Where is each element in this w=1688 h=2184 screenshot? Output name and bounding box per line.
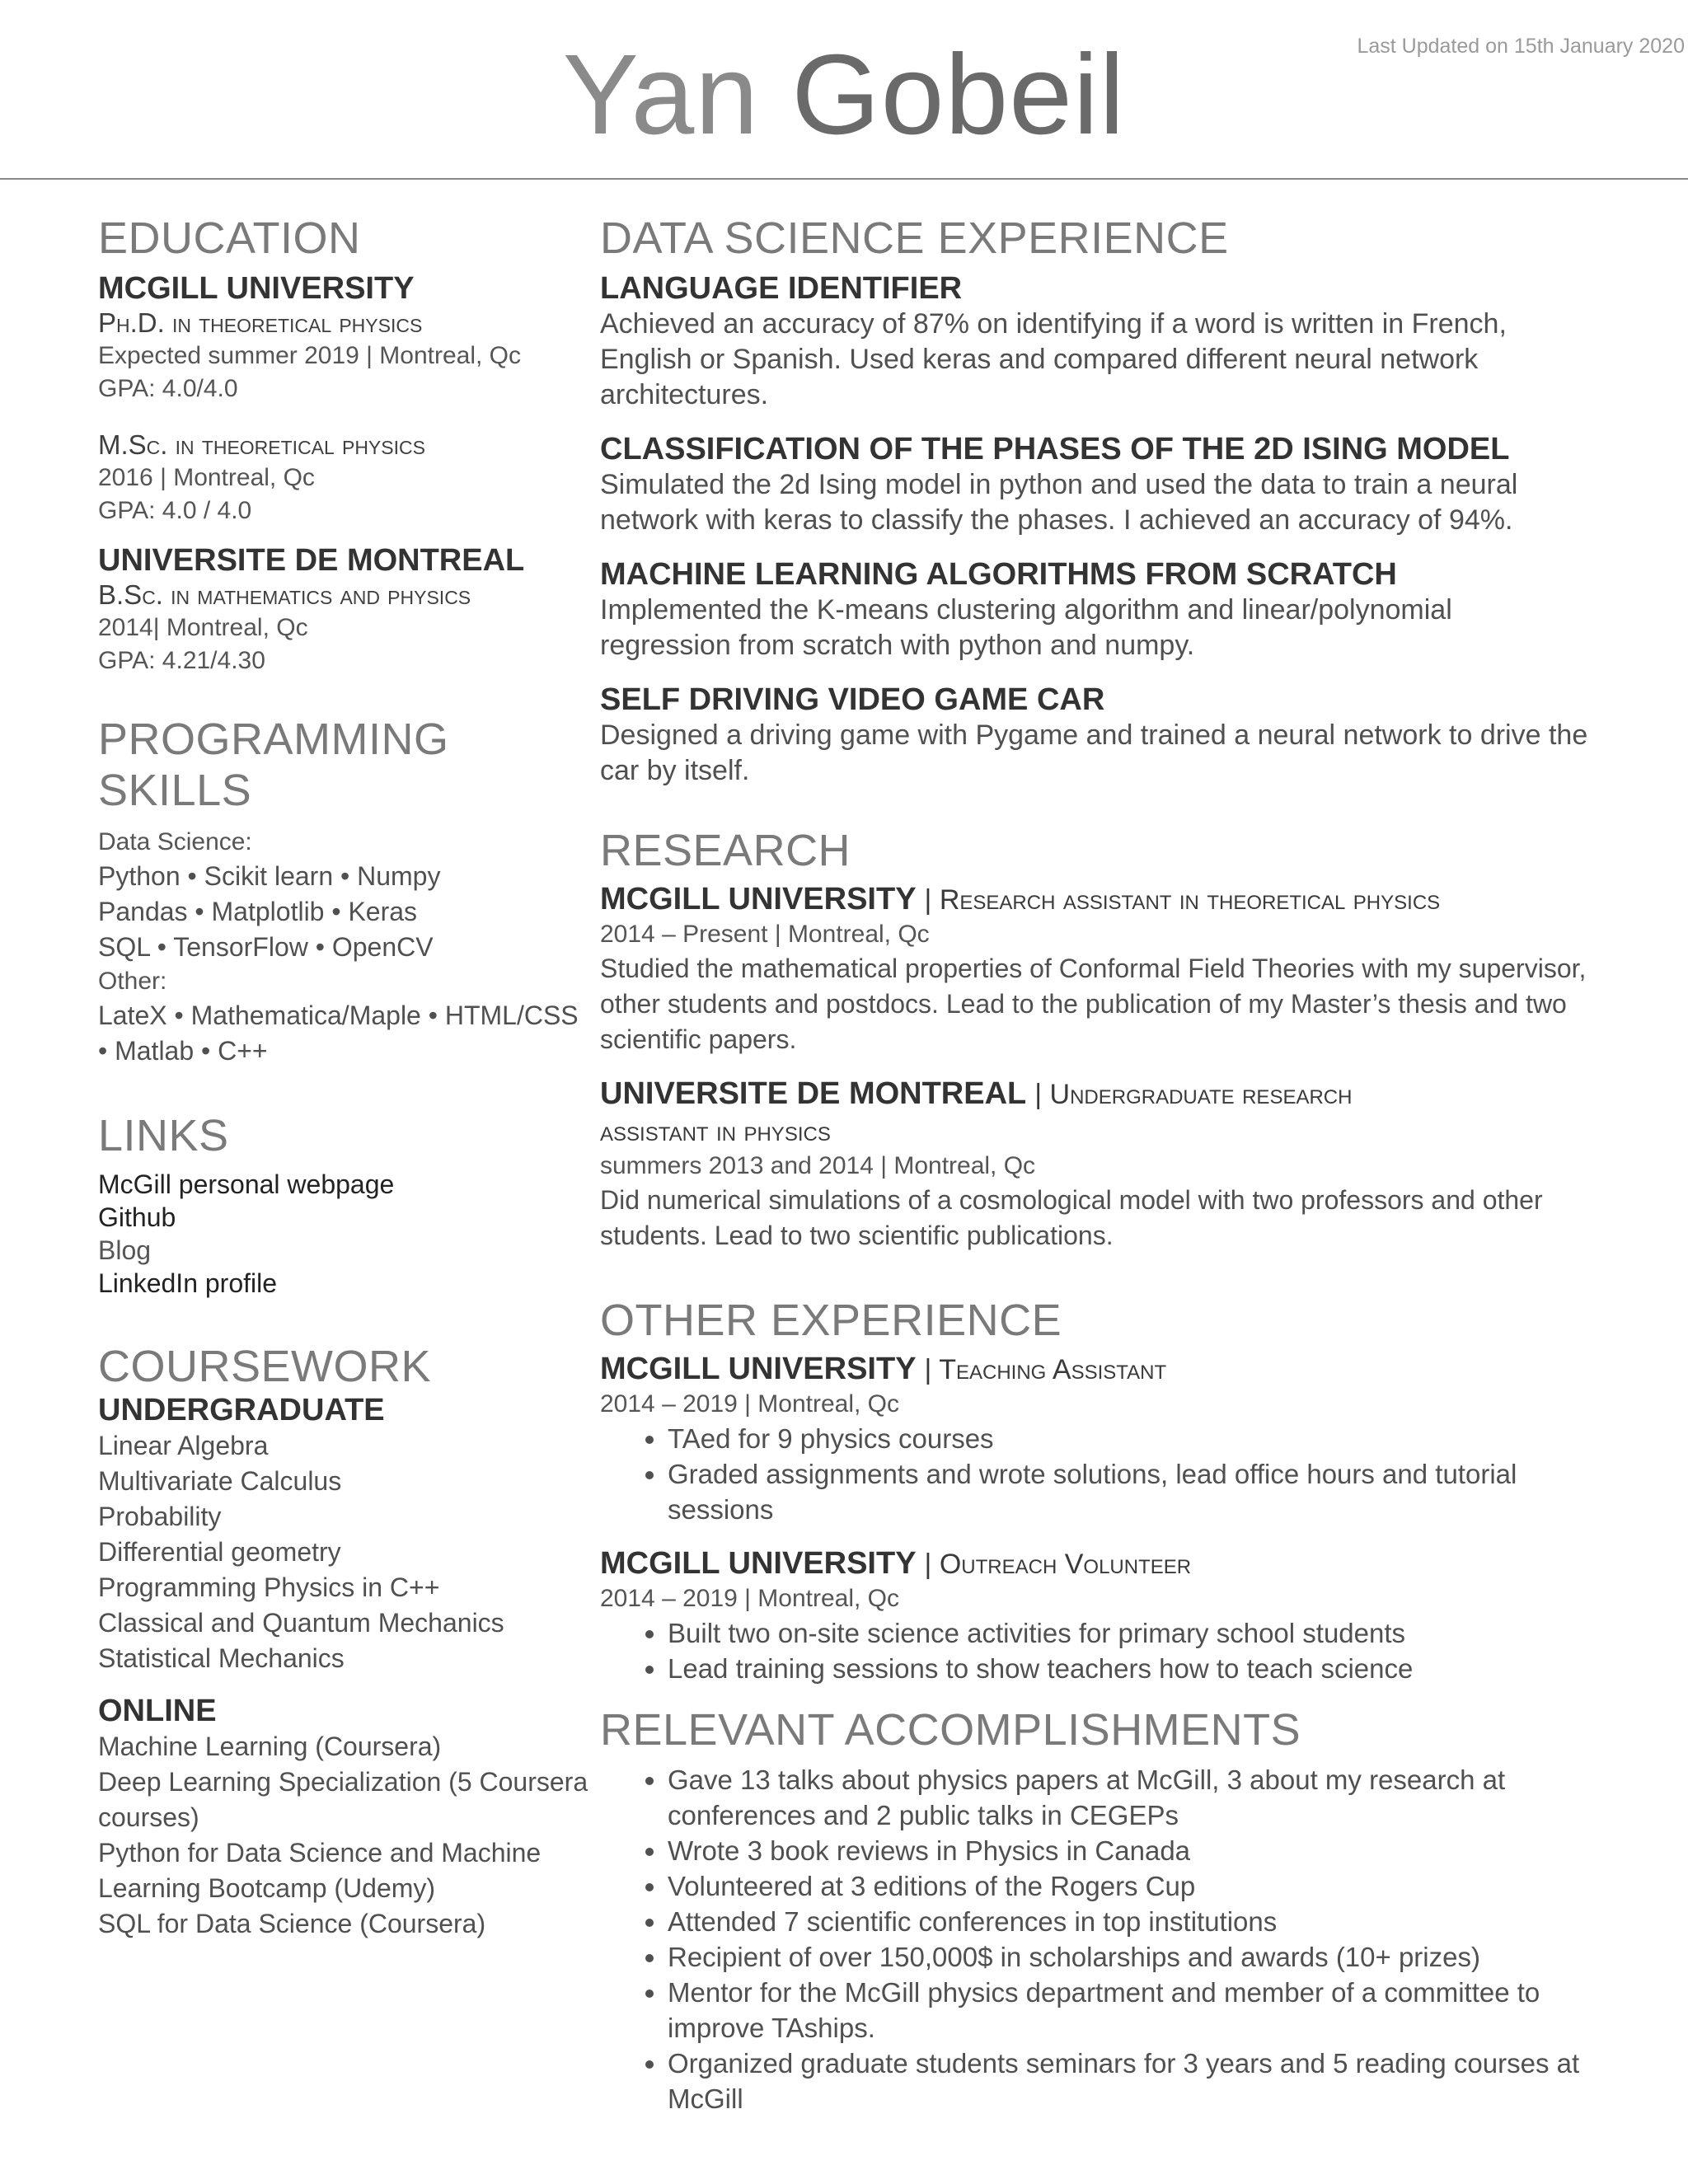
section-title-coursework: COURSEWORK bbox=[98, 1342, 432, 1391]
course-item: Differential geometry bbox=[98, 1537, 341, 1567]
coursework-section bbox=[98, 1341, 593, 1942]
project-description: Implemented the K-means clustering algorithm and linear/polynomial regression from scratch with python and numpy. bbox=[600, 594, 1452, 661]
bullet-list bbox=[600, 1421, 1589, 1527]
coursework-undergrad-title: UNDERGRADUATE bbox=[98, 1393, 385, 1427]
section-title-education: EDUCATION bbox=[98, 213, 361, 263]
first-name: Yan bbox=[562, 31, 760, 158]
skills-line: LateX • Mathematica/Maple • HTML/CSS bbox=[98, 1001, 579, 1030]
school-name: MCGILL UNIVERSITY bbox=[98, 271, 415, 306]
gpa: GPA: 4.0/4.0 bbox=[98, 375, 238, 402]
org-name: UNIVERSITE DE MONTREAL bbox=[600, 1076, 1027, 1111]
coursework-online-title: ONLINE bbox=[98, 1694, 217, 1728]
skills-line: Other: bbox=[98, 968, 167, 995]
course-item: Probability bbox=[98, 1502, 222, 1531]
research-heading bbox=[600, 1076, 1457, 1150]
skills-line: Python • Scikit learn • Numpy bbox=[98, 861, 441, 891]
list-item: • Recipient of over 150,000$ in scholarships and awards (10+ prizes) bbox=[668, 1939, 1589, 1975]
section-title-ds-experience: DATA SCIENCE EXPERIENCE bbox=[600, 213, 1229, 263]
section-title-research: RESEARCH bbox=[600, 826, 851, 875]
list-item: • Wrote 3 book reviews in Physics in Canada bbox=[668, 1833, 1589, 1868]
links-section bbox=[98, 1110, 593, 1300]
list-item: • Graded assignments and wrote solutions, lead office hours and tutorial sessions bbox=[668, 1456, 1589, 1527]
course-item: Deep Learning Specialization (5 Coursera bbox=[98, 1767, 588, 1797]
link-linkedin[interactable]: LinkedIn profile bbox=[98, 1268, 278, 1298]
list-item: • Gave 13 talks about physics papers at McGill, 3 about my research at conferences and 2 public talks in CEGEPs bbox=[668, 1762, 1589, 1833]
entry-meta: 2014 – 2019 | Montreal, Qc bbox=[600, 1585, 900, 1612]
org-name: MCGILL UNIVERSITY bbox=[600, 1352, 917, 1386]
course-item: Multivariate Calculus bbox=[98, 1466, 342, 1496]
gpa: GPA: 4.21/4.30 bbox=[98, 647, 265, 674]
section-title-links: LINKS bbox=[98, 1111, 229, 1160]
school-name: UNIVERSITE DE MONTREAL bbox=[98, 543, 525, 578]
skills-section bbox=[98, 714, 593, 1069]
list-item: • Lead training sessions to show teachers how to teach science bbox=[668, 1651, 1589, 1686]
degree-meta: 2016 | Montreal, Qc bbox=[98, 464, 315, 491]
role: | Outreach Volunteer bbox=[924, 1549, 1192, 1580]
other-experience-section bbox=[600, 1295, 1589, 1686]
degree-meta: Expected summer 2019 | Montreal, Qc bbox=[98, 342, 522, 369]
ds-experience-section bbox=[600, 213, 1589, 789]
degree-meta: 2014| Montreal, Qc bbox=[98, 614, 308, 641]
project-title: CLASSIFICATION OF THE PHASES OF THE 2D ISING MODEL bbox=[600, 432, 1510, 466]
org-name: MCGILL UNIVERSITY bbox=[600, 882, 917, 916]
course-item: Python for Data Science and Machine bbox=[98, 1838, 542, 1868]
last-name: Gobeil bbox=[791, 31, 1126, 158]
entry-meta: 2014 – 2019 | Montreal, Qc bbox=[600, 1390, 900, 1418]
right-column bbox=[600, 213, 1589, 2116]
course-item: Machine Learning (Coursera) bbox=[98, 1732, 442, 1761]
experience-heading bbox=[600, 1545, 1589, 1582]
link-github[interactable]: Github bbox=[98, 1202, 176, 1232]
list-item: • Mentor for the McGill physics department and member of a committee to improve TAships. bbox=[668, 1975, 1589, 2046]
course-item: Classical and Quantum Mechanics bbox=[98, 1608, 504, 1638]
course-item: Learning Bootcamp (Udemy) bbox=[98, 1873, 436, 1903]
org-name: MCGILL UNIVERSITY bbox=[600, 1546, 917, 1581]
experience-heading bbox=[600, 1351, 1589, 1388]
left-column bbox=[98, 213, 593, 1942]
degree: B.Sc. in mathematics and physics bbox=[98, 579, 471, 610]
list-item: • TAed for 9 physics courses bbox=[668, 1421, 1589, 1456]
list-item: • Volunteered at 3 editions of the Rogers Cup bbox=[668, 1868, 1589, 1904]
list-item: • Organized graduate students seminars for 3 years and 5 reading courses at McGill bbox=[668, 2046, 1589, 2116]
accomplishments-section bbox=[600, 1704, 1589, 2116]
last-updated: Last Updated on 15th January 2020 bbox=[1357, 35, 1685, 58]
section-title-other-experience: OTHER EXPERIENCE bbox=[600, 1296, 1062, 1345]
project-title: SELF DRIVING VIDEO GAME CAR bbox=[600, 682, 1105, 717]
list-item: • Attended 7 scientific conferences in top institutions bbox=[668, 1904, 1589, 1939]
gpa: GPA: 4.0 / 4.0 bbox=[98, 497, 252, 524]
skills-line: SQL • TensorFlow • OpenCV bbox=[98, 932, 434, 962]
course-item: Programming Physics in C++ bbox=[98, 1572, 440, 1602]
course-item: Linear Algebra bbox=[98, 1431, 269, 1460]
project-description: Designed a driving game with Pygame and trained a neural network to drive the car by itself. bbox=[600, 719, 1588, 786]
section-title-accomplishments: RELEVANT ACCOMPLISHMENTS bbox=[600, 1705, 1301, 1755]
skills-line: • Matlab • C++ bbox=[98, 1036, 268, 1066]
bullet-list bbox=[600, 1762, 1589, 2116]
link-blog[interactable]: Blog bbox=[98, 1235, 152, 1265]
course-item: SQL for Data Science (Coursera) bbox=[98, 1909, 486, 1938]
degree: M.Sc. in theoretical physics bbox=[98, 429, 425, 460]
entry-meta: summers 2013 and 2014 | Montreal, Qc bbox=[600, 1152, 1036, 1179]
course-item: Statistical Mechanics bbox=[98, 1643, 345, 1673]
skills-line: Data Science: bbox=[98, 828, 252, 855]
research-section bbox=[600, 825, 1589, 1254]
project-description: Simulated the 2d Ising model in python and used the data to train a neural network with keras to classify the phases. I achieved an accuracy of 94%. bbox=[600, 469, 1518, 536]
link-mcgill-webpage[interactable]: McGill personal webpage bbox=[98, 1169, 395, 1199]
list-item: • Built two on-site science activities for primary school students bbox=[668, 1615, 1589, 1651]
entry-description: Studied the mathematical properties of Conformal Field Theories with my supervisor, other students and postdocs. Lead to the publication of my Master’s thesis and two scientific papers. bbox=[600, 954, 1587, 1054]
research-heading bbox=[600, 881, 1589, 918]
education-section bbox=[98, 213, 593, 677]
header-divider bbox=[0, 178, 1688, 180]
project-title: LANGUAGE IDENTIFIER bbox=[600, 271, 963, 306]
skills-line: Pandas • Matplotlib • Keras bbox=[98, 897, 418, 926]
role: | Undergraduate research assistant in physics bbox=[600, 1079, 1353, 1147]
project-title: MACHINE LEARNING ALGORITHMS FROM SCRATCH bbox=[600, 557, 1397, 592]
bullet-list bbox=[600, 1615, 1589, 1686]
role: | Research assistant in theoretical physics bbox=[924, 884, 1441, 916]
course-item: courses) bbox=[98, 1802, 199, 1832]
project-description: Achieved an accuracy of 87% on identifying if a word is written in French, English or Spanish. Used keras and compared different neural network architectures. bbox=[600, 308, 1507, 410]
entry-description: Did numerical simulations of a cosmological model with two professors and other students. Lead to two scientific publications. bbox=[600, 1185, 1543, 1250]
role: | Teaching Assistant bbox=[924, 1354, 1167, 1385]
resume-name bbox=[0, 33, 1688, 157]
section-title-skills: PROGRAMMING SKILLS bbox=[98, 715, 449, 815]
degree: Ph.D. in theoretical physics bbox=[98, 307, 423, 338]
entry-meta: 2014 – Present | Montreal, Qc bbox=[600, 921, 930, 948]
